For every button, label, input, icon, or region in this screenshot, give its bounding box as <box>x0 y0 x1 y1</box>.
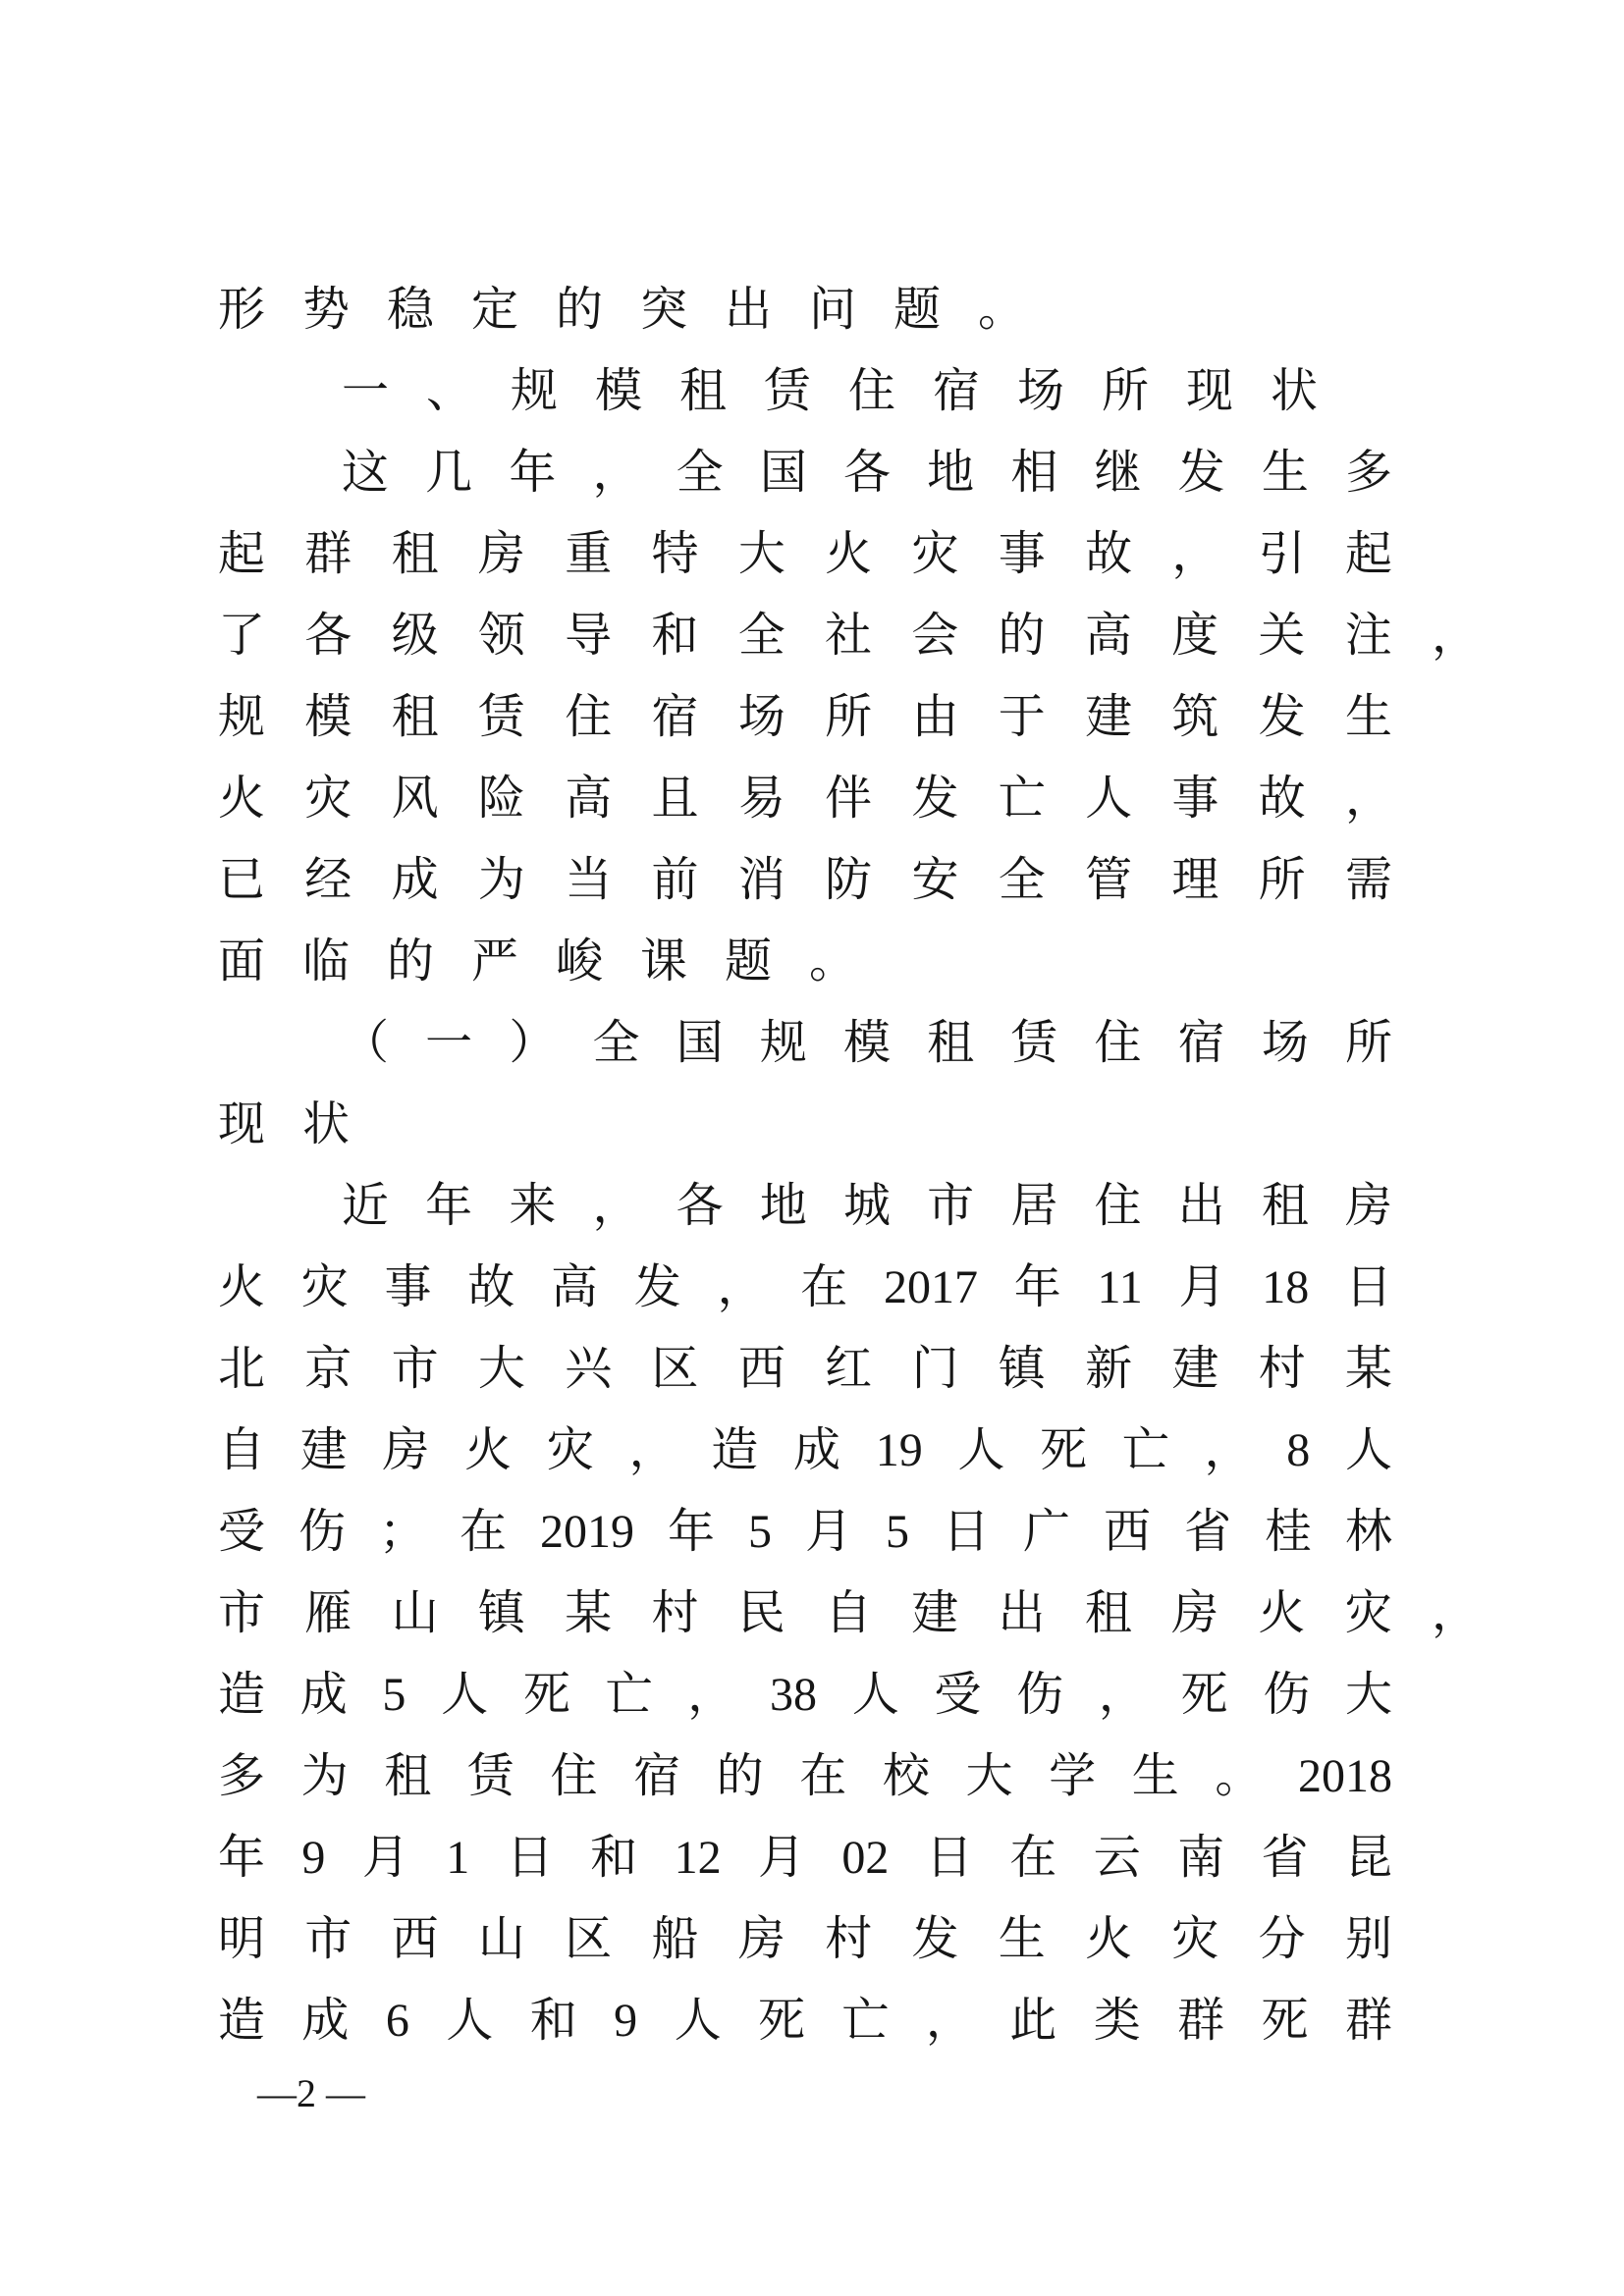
text-line: 这几年，全国各地相继发生多 <box>342 447 1392 499</box>
text-line: 了各级领导和全社会的高度关注， <box>218 610 1479 662</box>
body-paragraph <box>218 1165 1479 2061</box>
text-line: 已经成为当前消防安全管理所需 <box>218 854 1392 906</box>
text-line: 年9月1日和12月02日在云南省昆 <box>218 1832 1392 1884</box>
page-number: —2 — <box>257 2071 365 2115</box>
text-line: 造成6人和9人死亡，此类群死群 <box>218 1995 1392 2047</box>
heading-line: （一）全国规模租赁住宿场所 <box>342 1017 1392 1069</box>
text-line: 自建房火灾，造成19人死亡，8人 <box>218 1424 1392 1476</box>
subsection-heading <box>218 1002 1392 1165</box>
text-line: 近年来，各地城市居住出租房 <box>342 1180 1392 1232</box>
text-line: 受伤；在2019年5月5日广西省桂林 <box>218 1506 1392 1558</box>
heading-line: 现状 <box>218 1098 388 1150</box>
text-line: 北京市大兴区西红门镇新建村某 <box>218 1343 1392 1395</box>
text-line: 起群租房重特大火灾事故，引起 <box>218 528 1392 580</box>
text-line: 形势稳定的突出问题。 <box>218 284 1063 336</box>
text-line: 火灾事故高发，在2017年11月18日 <box>218 1261 1392 1313</box>
text-line: 明市西山区船房村发生火灾分别 <box>218 1913 1392 1965</box>
body-text <box>218 269 1479 2061</box>
text-line: 市雁山镇某村民自建出租房火灾， <box>218 1587 1479 1639</box>
section-heading <box>218 350 1392 432</box>
text-line: 火灾风险高且易伴发亡人事故， <box>218 773 1392 825</box>
heading-line: 一、规模租赁住宿场所现状 <box>342 365 1356 417</box>
text-line: 造成5人死亡，38人受伤，死伤大 <box>218 1669 1392 1721</box>
body-paragraph <box>218 432 1479 1002</box>
text-line: 面临的严峻课题。 <box>218 935 894 988</box>
continued-paragraph <box>218 269 1392 350</box>
text-line: 规模租赁住宿场所由于建筑发生 <box>218 691 1392 743</box>
text-line: 多为租赁住宿的在校大学生。2018 <box>218 1750 1392 1802</box>
